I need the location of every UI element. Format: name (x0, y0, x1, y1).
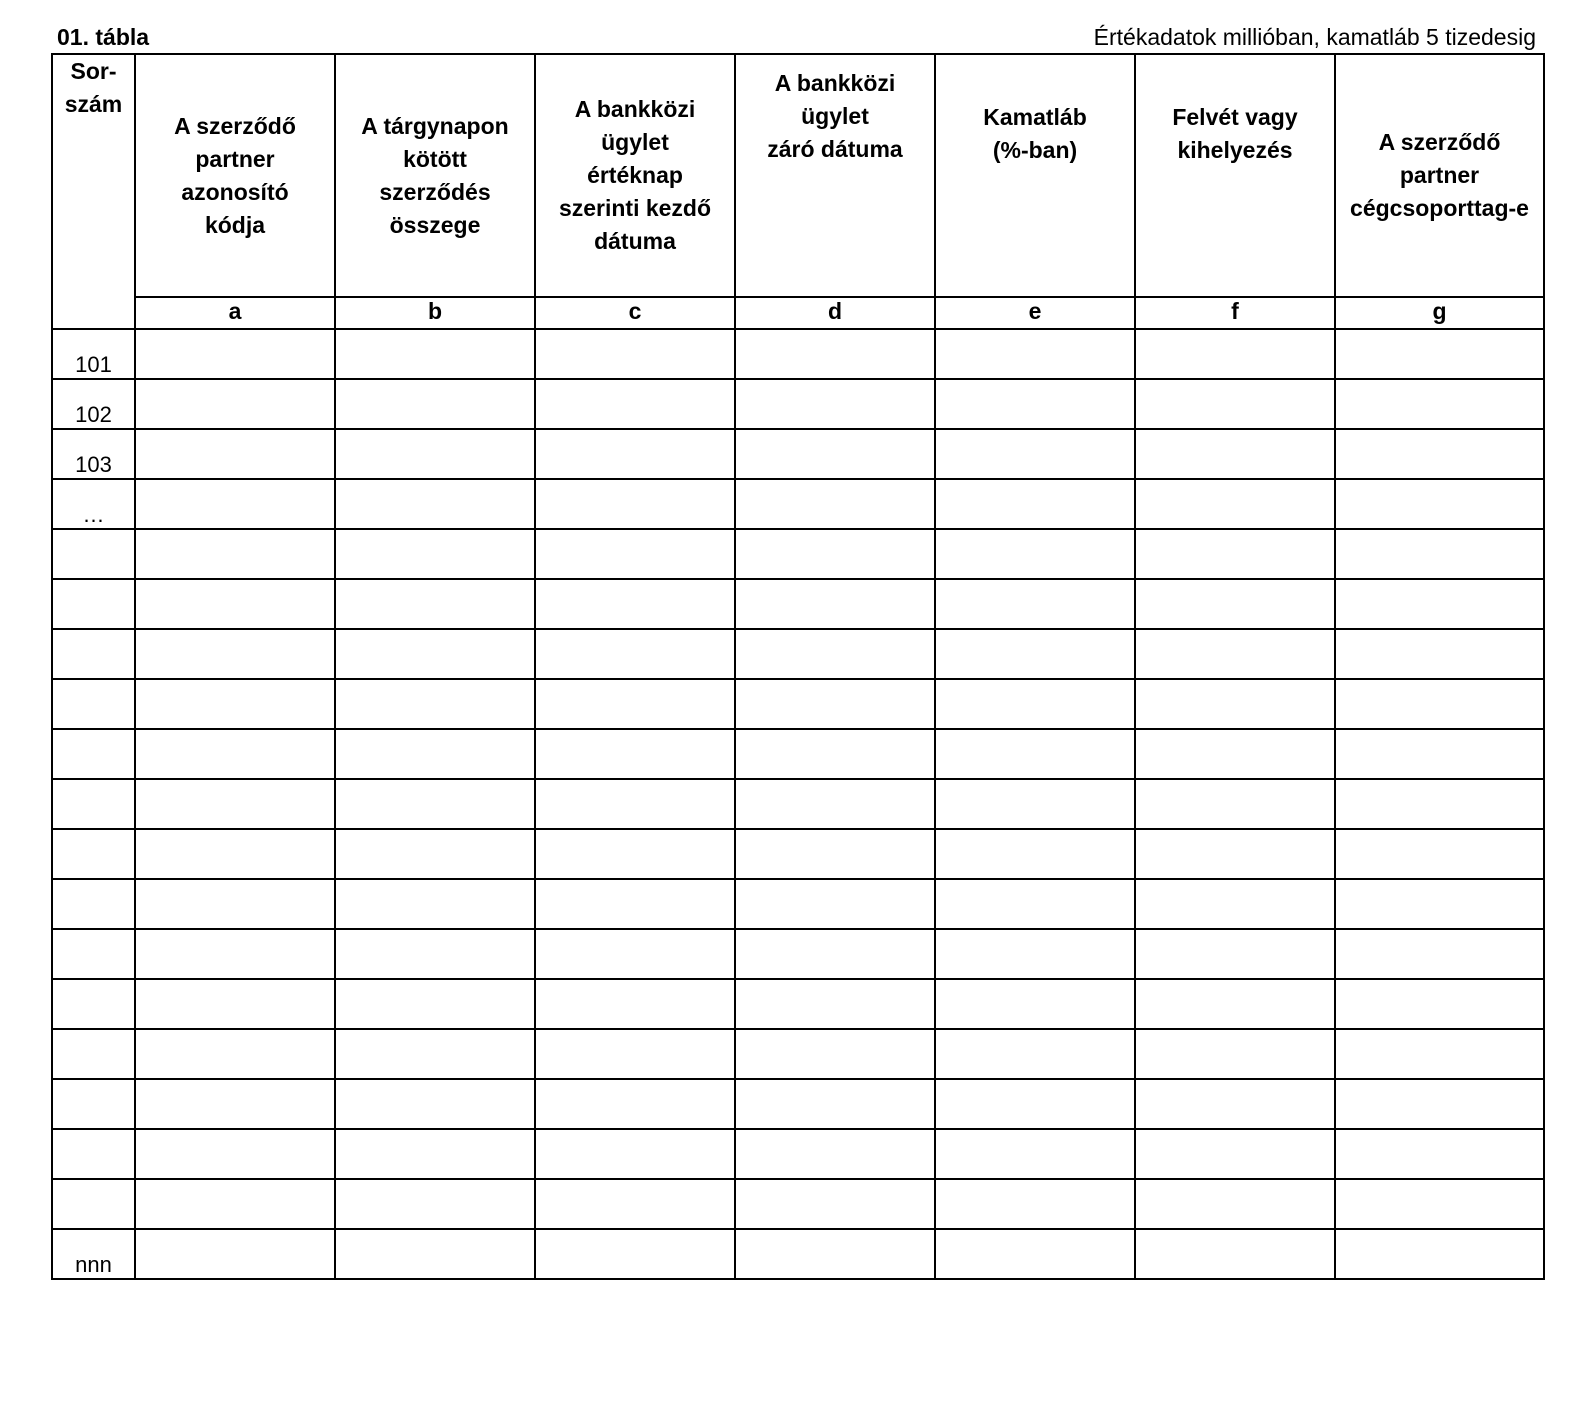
data-cell-g[interactable] (1335, 979, 1544, 1029)
header-col-f (1135, 54, 1335, 297)
header-col-c (535, 54, 735, 297)
data-cell-e[interactable] (935, 679, 1135, 729)
data-cell-c[interactable] (535, 879, 735, 929)
data-cell-f[interactable] (1135, 729, 1335, 779)
data-cell-e[interactable] (935, 929, 1135, 979)
data-cell-b[interactable] (335, 1029, 535, 1079)
header-line: cégcsoporttag-e (1350, 195, 1529, 221)
data-cell-f[interactable] (1135, 829, 1335, 879)
data-cell-d[interactable] (735, 329, 935, 379)
data-cell-d[interactable] (735, 779, 935, 829)
table-row (52, 379, 1544, 429)
header-col-a (135, 54, 335, 297)
data-cell-b[interactable] (335, 779, 535, 829)
data-cell-f[interactable] (1135, 579, 1335, 629)
data-cell-d[interactable] (735, 829, 935, 879)
data-cell-e[interactable] (935, 429, 1135, 479)
data-cell-a[interactable] (135, 479, 335, 529)
table-row (52, 1079, 1544, 1129)
data-cell-f[interactable] (1135, 779, 1335, 829)
data-cell-d[interactable] (735, 1229, 935, 1279)
data-cell-b[interactable] (335, 579, 535, 629)
data-cell-c[interactable] (535, 579, 735, 629)
row-number (52, 1179, 135, 1229)
data-cell-c[interactable] (535, 929, 735, 979)
data-cell-d[interactable] (735, 679, 935, 729)
data-cell-d[interactable] (735, 1079, 935, 1129)
data-cell-b[interactable] (335, 679, 535, 729)
row-number: 102 (52, 379, 135, 429)
data-cell-c[interactable] (535, 1029, 735, 1079)
data-cell-e[interactable] (935, 729, 1135, 779)
data-cell-b[interactable] (335, 529, 535, 579)
data-cell-b[interactable] (335, 479, 535, 529)
table-row (52, 629, 1544, 679)
data-cell-g[interactable] (1335, 929, 1544, 979)
data-cell-b[interactable] (335, 629, 535, 679)
data-cell-e[interactable] (935, 479, 1135, 529)
data-cell-e[interactable] (935, 779, 1135, 829)
data-cell-g[interactable] (1335, 1179, 1544, 1229)
header-line: A tárgynapon (361, 112, 509, 139)
data-cell-a[interactable] (135, 1129, 335, 1179)
column-letter-g: g (1335, 297, 1544, 329)
data-cell-f[interactable] (1135, 629, 1335, 679)
data-cell-g[interactable] (1335, 329, 1544, 379)
header-line: kötött (403, 145, 467, 172)
data-cell-c[interactable] (535, 629, 735, 679)
data-cell-f[interactable] (1135, 979, 1335, 1029)
data-cell-e[interactable] (935, 629, 1135, 679)
data-cell-a[interactable] (135, 829, 335, 879)
data-cell-f[interactable] (1135, 929, 1335, 979)
data-cell-a[interactable] (135, 779, 335, 829)
data-cell-a[interactable] (135, 879, 335, 929)
row-number (52, 1079, 135, 1129)
row-number (52, 629, 135, 679)
table-label: 01. tábla (57, 24, 150, 50)
data-cell-g[interactable] (1335, 1079, 1544, 1129)
data-cell-f[interactable] (1135, 1229, 1335, 1279)
data-cell-c[interactable] (535, 1079, 735, 1129)
data-cell-b[interactable] (335, 1229, 535, 1279)
data-cell-a[interactable] (135, 429, 335, 479)
data-cell-c[interactable] (535, 379, 735, 429)
header-line: A szerződő (174, 112, 296, 139)
row-number (52, 979, 135, 1029)
data-cell-a[interactable] (135, 1079, 335, 1129)
data-cell-f[interactable] (1135, 429, 1335, 479)
header-line: (%-ban) (992, 137, 1078, 163)
data-cell-f[interactable] (1135, 1079, 1335, 1129)
data-cell-f[interactable] (1135, 379, 1335, 429)
data-cell-b[interactable] (335, 879, 535, 929)
data-cell-b[interactable] (335, 1179, 535, 1229)
table-row (52, 429, 1544, 479)
row-number: nnn (52, 1229, 135, 1279)
table-row (52, 1229, 1544, 1279)
data-cell-g[interactable] (1335, 729, 1544, 779)
data-cell-e[interactable] (935, 879, 1135, 929)
header-line: Kamatláb (983, 104, 1087, 130)
table-row (52, 579, 1544, 629)
column-letter-c: c (535, 297, 735, 329)
data-cell-e[interactable] (935, 979, 1135, 1029)
header-line: partner (1399, 162, 1480, 188)
data-cell-g[interactable] (1335, 429, 1544, 479)
row-number (52, 1029, 135, 1079)
table-row (52, 1129, 1544, 1179)
data-cell-b[interactable] (335, 379, 535, 429)
table-row (52, 879, 1544, 929)
row-number (52, 679, 135, 729)
row-number: 103 (52, 429, 135, 479)
data-cell-g[interactable] (1335, 679, 1544, 729)
table-row (52, 479, 1544, 529)
table-row (52, 979, 1544, 1029)
table-row (52, 779, 1544, 829)
header-line: azonosító (181, 178, 289, 205)
table-row (52, 929, 1544, 979)
table-row (52, 1029, 1544, 1079)
header-col-g (1335, 54, 1544, 297)
data-cell-e[interactable] (935, 1179, 1135, 1229)
data-cell-c[interactable] (535, 979, 735, 1029)
data-cell-f[interactable] (1135, 1129, 1335, 1179)
table-row (52, 679, 1544, 729)
header-line: Sor- (70, 58, 117, 84)
data-cell-a[interactable] (135, 729, 335, 779)
data-cell-g[interactable] (1335, 379, 1544, 429)
header-col-e (935, 54, 1135, 297)
header-line: ügylet (801, 103, 869, 129)
header-line: kódja (204, 211, 266, 238)
data-cell-g[interactable] (1335, 529, 1544, 579)
data-cell-c[interactable] (535, 529, 735, 579)
table-row (52, 529, 1544, 579)
header-line: értéknap (587, 162, 683, 188)
data-cell-f[interactable] (1135, 329, 1335, 379)
data-cell-f[interactable] (1135, 1029, 1335, 1079)
row-number (52, 729, 135, 779)
data-cell-c[interactable] (535, 329, 735, 379)
data-cell-d[interactable] (735, 629, 935, 679)
data-cell-c[interactable] (535, 429, 735, 479)
data-cell-e[interactable] (935, 579, 1135, 629)
row-number (52, 879, 135, 929)
column-letter-e: e (935, 297, 1135, 329)
data-cell-f[interactable] (1135, 1179, 1335, 1229)
data-cell-b[interactable] (335, 1079, 535, 1129)
header-line: dátuma (594, 228, 676, 254)
data-cell-c[interactable] (535, 729, 735, 779)
data-cell-a[interactable] (135, 1179, 335, 1229)
data-cell-c[interactable] (535, 1229, 735, 1279)
data-cell-g[interactable] (1335, 479, 1544, 529)
header-line: partner (195, 145, 275, 172)
data-cell-c[interactable] (535, 479, 735, 529)
data-cell-a[interactable] (135, 1229, 335, 1279)
data-cell-e[interactable] (935, 529, 1135, 579)
data-cell-e[interactable] (935, 379, 1135, 429)
data-cell-c[interactable] (535, 679, 735, 729)
data-cell-e[interactable] (935, 1029, 1135, 1079)
data-cell-a[interactable] (135, 929, 335, 979)
row-number: 101 (52, 329, 135, 379)
data-cell-d[interactable] (735, 879, 935, 929)
header-line: A bankközi (574, 96, 696, 122)
column-letter-b: b (335, 297, 535, 329)
units-note: Értékadatok millióban, kamatláb 5 tizedesig (1093, 24, 1536, 50)
data-cell-a[interactable] (135, 579, 335, 629)
data-cell-e[interactable] (935, 1129, 1135, 1179)
header-line: szám (64, 91, 123, 117)
data-cell-b[interactable] (335, 329, 535, 379)
data-cell-c[interactable] (535, 1179, 735, 1229)
data-cell-a[interactable] (135, 1029, 335, 1079)
data-cell-e[interactable] (935, 829, 1135, 879)
table-row (52, 729, 1544, 779)
column-letter-a: a (135, 297, 335, 329)
data-cell-d[interactable] (735, 979, 935, 1029)
data-cell-d[interactable] (735, 579, 935, 629)
header-line: kihelyezés (1177, 137, 1293, 163)
data-cell-g[interactable] (1335, 829, 1544, 879)
row-number (52, 529, 135, 579)
header-line: A szerződő (1378, 129, 1501, 155)
data-cell-f[interactable] (1135, 879, 1335, 929)
data-cell-b[interactable] (335, 979, 535, 1029)
header-line: ügylet (601, 129, 669, 155)
header-line: záró dátuma (767, 136, 903, 162)
header-line: A bankközi (774, 70, 896, 96)
header-line: összege (389, 211, 481, 238)
data-cell-a[interactable] (135, 379, 335, 429)
column-letter-f: f (1135, 297, 1335, 329)
data-cell-e[interactable] (935, 1079, 1135, 1129)
data-cell-b[interactable] (335, 729, 535, 779)
data-cell-g[interactable] (1335, 579, 1544, 629)
data-cell-c[interactable] (535, 779, 735, 829)
data-cell-d[interactable] (735, 1129, 935, 1179)
data-cell-a[interactable] (135, 529, 335, 579)
row-number: … (52, 479, 135, 529)
row-number (52, 829, 135, 879)
data-cell-a[interactable] (135, 979, 335, 1029)
data-cell-g[interactable] (1335, 629, 1544, 679)
row-number (52, 779, 135, 829)
data-cell-f[interactable] (1135, 529, 1335, 579)
table-row (52, 1179, 1544, 1229)
data-cell-b[interactable] (335, 929, 535, 979)
data-cell-a[interactable] (135, 679, 335, 729)
data-cell-d[interactable] (735, 429, 935, 479)
data-cell-d[interactable] (735, 729, 935, 779)
data-cell-d[interactable] (735, 379, 935, 429)
header-col-b (335, 54, 535, 297)
row-number (52, 1129, 135, 1179)
data-cell-g[interactable] (1335, 1229, 1544, 1279)
data-cell-b[interactable] (335, 1129, 535, 1179)
row-number (52, 579, 135, 629)
table-row (52, 829, 1544, 879)
data-cell-d[interactable] (735, 1029, 935, 1079)
data-cell-b[interactable] (335, 429, 535, 479)
data-cell-f[interactable] (1135, 679, 1335, 729)
data-cell-c[interactable] (535, 1129, 735, 1179)
data-cell-d[interactable] (735, 1179, 935, 1229)
header-col-d (735, 54, 935, 297)
data-cell-e[interactable] (935, 329, 1135, 379)
data-cell-g[interactable] (1335, 779, 1544, 829)
row-number (52, 929, 135, 979)
data-cell-a[interactable] (135, 329, 335, 379)
data-cell-d[interactable] (735, 929, 935, 979)
table-row (52, 329, 1544, 379)
data-cell-a[interactable] (135, 629, 335, 679)
header-line: szerinti kezdő (558, 195, 712, 221)
column-letter-d: d (735, 297, 935, 329)
header-line: Felvét vagy (1172, 104, 1298, 130)
data-cell-e[interactable] (935, 1229, 1135, 1279)
data-cell-f[interactable] (1135, 479, 1335, 529)
data-cell-g[interactable] (1335, 1029, 1544, 1079)
header-sorszam (52, 54, 135, 329)
data-cell-b[interactable] (335, 829, 535, 879)
data-cell-c[interactable] (535, 829, 735, 879)
report-table (51, 53, 1545, 1280)
data-cell-g[interactable] (1335, 1129, 1544, 1179)
data-cell-d[interactable] (735, 479, 935, 529)
header-line: szerződés (379, 178, 491, 205)
data-cell-d[interactable] (735, 529, 935, 579)
data-cell-g[interactable] (1335, 879, 1544, 929)
